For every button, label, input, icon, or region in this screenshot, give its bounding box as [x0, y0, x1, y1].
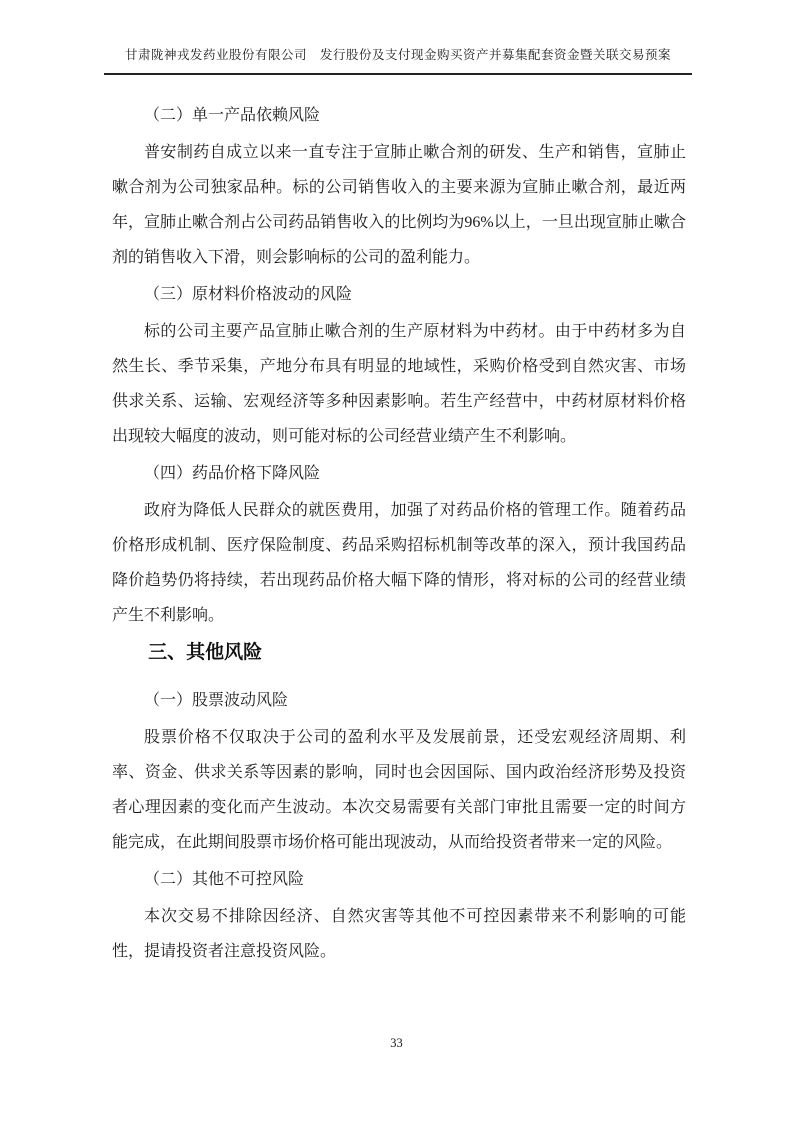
- subsection-heading: （二）单一产品依赖风险: [144, 107, 321, 124]
- subsection-heading: （一）股票波动风险: [144, 692, 289, 709]
- page-number: 33: [390, 1036, 403, 1050]
- document-body: [112, 96, 686, 971]
- body-paragraph: 股票价格不仅取决于公司的盈利水平及发展前景，还受宏观经济周期、利率、资金、供求关系等因素的影响，同时也会因国际、国内政治经济形势及投资者心理因素的变化而产生波动。本次交易需要有关部门审批且需要一定的时间方能完成，在此期间股票市场价格可能出现波动，从而给投资者带来一定的风险。: [112, 729, 686, 851]
- body-paragraph: 普安制药自成立以来一直专注于宣肺止嗽合剂的研发、生产和销售，宣肺止嗽合剂为公司独家品种。标的公司销售收入的主要来源为宣肺止嗽合剂，最近两年，宣肺止嗽合剂占公司药品销售收入的比例均为96%以上，一旦出现宣肺止嗽合剂的销售收入下滑，则会影响标的公司的盈利能力。: [112, 144, 686, 266]
- body-paragraph: 政府为降低人民群众的就医费用，加强了对药品价格的管理工作。随着药品价格形成机制、医疗保险制度、药品采购招标机制等改革的深入，预计我国药品降价趋势仍将持续，若出现药品价格大幅下降的情形，将对标的公司的经营业绩产生不利影响。: [112, 502, 686, 624]
- document-header: 甘肃陇神戎发药业股份有限公司 发行股份及支付现金购买资产并募集配套资金暨关联交易预案: [104, 46, 692, 75]
- body-paragraph: 标的公司主要产品宣肺止嗽合剂的生产原材料为中药材。由于中药材多为自然生长、季节采集，产地分布具有明显的地域性，采购价格受到自然灾害、市场供求关系、运输、宏观经济等多种因素影响。若生产经营中，中药材原材料价格出现较大幅度的波动，则可能对标的公司经营业绩产生不利影响。: [112, 323, 686, 445]
- subsection-heading: （三）原材料价格波动的风险: [144, 286, 353, 303]
- subsection-heading: （四）药品价格下降风险: [144, 465, 321, 482]
- body-paragraph: 本次交易不排除因经济、自然灾害等其他不可控因素带来不利影响的可能性，提请投资者注意投资风险。: [112, 908, 686, 960]
- subsection-heading: （二）其他不可控风险: [144, 871, 305, 888]
- section-heading: 三、其他风险: [148, 642, 263, 663]
